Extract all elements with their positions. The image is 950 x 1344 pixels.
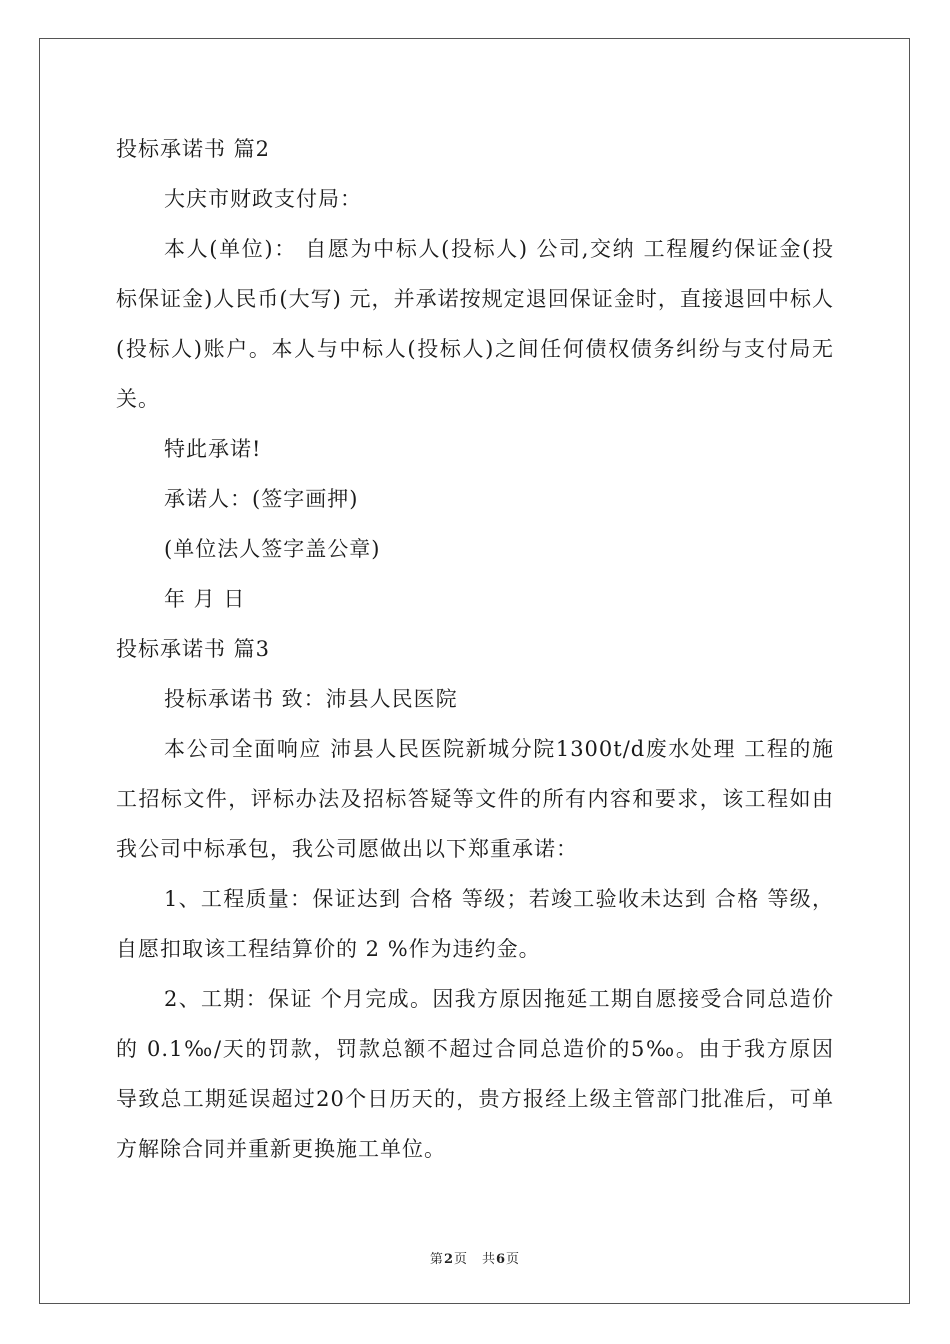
total-page-number: 6	[496, 1252, 507, 1267]
page-number-suffix: 页	[506, 1252, 521, 1267]
seal-line: (单位法人签字盖公章)	[164, 537, 381, 561]
addressee: 大庆市财政支付局：	[164, 187, 362, 211]
commitment-item: 2、工期：保证 个月完成。因我方原因拖延工期自愿接受合同总造价的 0.1‰/天的罚款，罚款总额不超过合同总造价的5‰。由于我方原因导致总工期延误超过20个日历天的，贵方报经上级主管部门批准后，可单方解除合同并重新更换施工单位。	[116, 987, 834, 1161]
body-paragraph: 本人(单位)： 自愿为中标人(投标人) 公司,交纳 工程履约保证金(投标保证金)人民币(大写) 元，并承诺按规定退回保证金时，直接退回中标人(投标人)账户。本人与中标人(投标人)之间任何债权债务纠纷与支付局无关。	[116, 237, 834, 411]
page-number-prefix: 第	[429, 1252, 444, 1267]
commitment-item: 1、工程质量：保证达到 合格 等级；若竣工验收未达到 合格 等级，自愿扣取该工程结算价的 2 %作为违约金。	[116, 887, 834, 961]
addressee: 投标承诺书 致：沛县人民医院	[164, 687, 458, 711]
section-heading: 投标承诺书 篇2	[116, 137, 271, 161]
section-heading: 投标承诺书 篇3	[116, 637, 271, 661]
page-number-mid: 页 共	[453, 1252, 496, 1267]
closing-text: 特此承诺!	[164, 437, 262, 461]
document-body	[116, 124, 834, 1174]
date-line: 年 月 日	[164, 587, 246, 611]
intro-paragraph: 本公司全面响应 沛县人民医院新城分院1300t/d废水处理 工程的施工招标文件，评标办法及招标答疑等文件的所有内容和要求，该工程如由我公司中标承包，我公司愿做出以下郑重承诺：	[116, 737, 834, 861]
current-page-number: 2	[443, 1252, 454, 1267]
page-footer	[0, 1248, 950, 1267]
signer-line: 承诺人：(签字画押)	[164, 487, 359, 511]
